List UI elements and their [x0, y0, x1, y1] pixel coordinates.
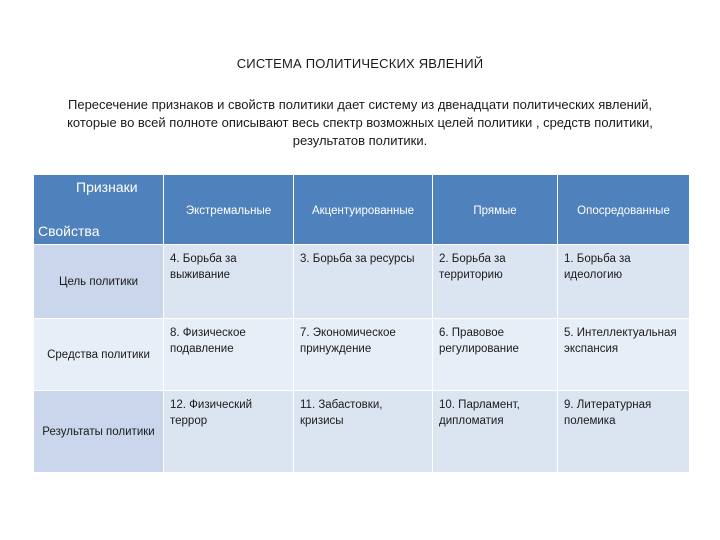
corner-label-properties: Свойства: [38, 223, 100, 239]
table-cell: 5. Интеллектуальная экспансия: [557, 318, 689, 390]
row-header: Цель политики: [33, 244, 163, 318]
table-cell: 8. Физическое подавление: [163, 318, 293, 390]
table-cell: 2. Борьба за территорию: [432, 244, 557, 318]
table-cell: 12. Физический террор: [163, 390, 293, 472]
column-header: Акцентуированные: [293, 174, 432, 244]
table-cell: 6. Правовое регулирование: [432, 318, 557, 390]
table-cell: 11. Забастовки, кризисы: [293, 390, 432, 472]
political-phenomena-table: [33, 174, 689, 472]
row-header: Результаты политики: [33, 390, 163, 472]
table-corner-cell: [33, 174, 163, 244]
table-cell: 4. Борьба за выживание: [163, 244, 293, 318]
corner-label-features: Признаки: [76, 179, 138, 195]
table-cell: 9. Литературная полемика: [557, 390, 689, 472]
column-header: Экстремальные: [163, 174, 293, 244]
intro-paragraph: Пересечение признаков и свойств политики дает систему из двенадцати политических явлений, которые во всей полноте описывают весь спектр возможных целей политики , средств политики, результатов политики.: [67, 97, 653, 148]
table-cell: 10. Парламент, дипломатия: [432, 390, 557, 472]
table-cell: 3. Борьба за ресурсы: [293, 244, 432, 318]
row-header: Средства политики: [33, 318, 163, 390]
column-header: Прямые: [432, 174, 557, 244]
page-title: СИСТЕМА ПОЛИТИЧЕСКИХ ЯВЛЕНИЙ: [236, 56, 484, 71]
table-cell: 7. Экономическое принуждение: [293, 318, 432, 390]
table-cell: 1. Борьба за идеологию: [557, 244, 689, 318]
column-header: Опосредованные: [557, 174, 689, 244]
